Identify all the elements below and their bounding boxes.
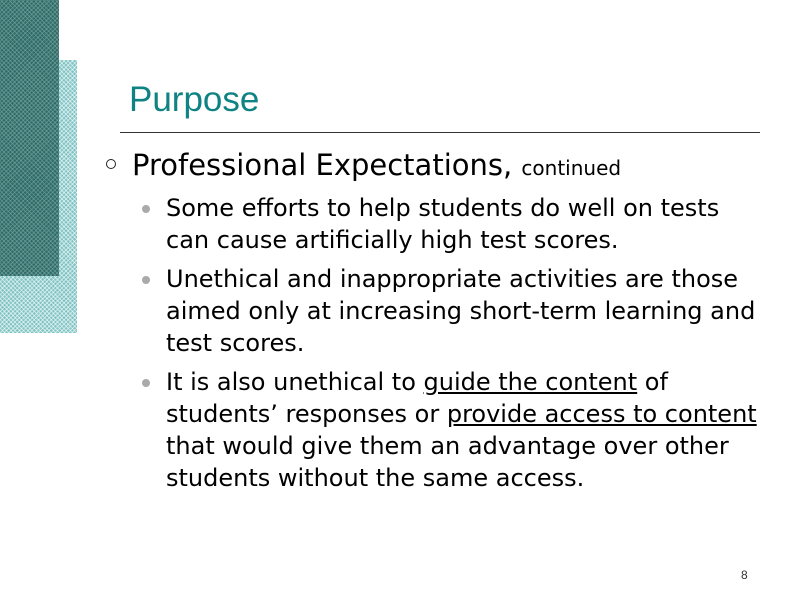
level1-heading-text: Professional Expectations, (132, 148, 513, 182)
bullet-dot-icon (142, 379, 150, 387)
bullet-text-part: that would give them an advantage over other students without the same access. (166, 432, 729, 492)
bullet-text-part: It is also unethical to (166, 368, 424, 396)
level1-heading-suffix: continued (521, 156, 622, 180)
bullet-list (142, 192, 762, 501)
page-number: 8 (741, 568, 748, 582)
bullet-dot-icon (142, 205, 150, 213)
underlined-phrase: provide access to content (446, 400, 757, 428)
bullet-item (142, 192, 762, 256)
level1-heading (132, 146, 621, 187)
decorative-block-dark (0, 0, 59, 276)
hollow-circle-bullet-icon (106, 159, 116, 169)
bullet-item (142, 366, 762, 494)
underlined-phrase: guide the content (423, 368, 638, 396)
bullet-text: Some efforts to help students do well on tests can cause artificially high test scores. (166, 194, 720, 254)
bullet-dot-icon (142, 276, 150, 284)
slide-title: Purpose (129, 80, 260, 119)
bullet-text: Unethical and inappropriate activities are those aimed only at increasing short-term learning and test scores. (166, 265, 756, 357)
title-divider (120, 132, 760, 133)
bullet-item (142, 263, 762, 359)
bullet-text-part: of students’ responses or (166, 368, 668, 428)
